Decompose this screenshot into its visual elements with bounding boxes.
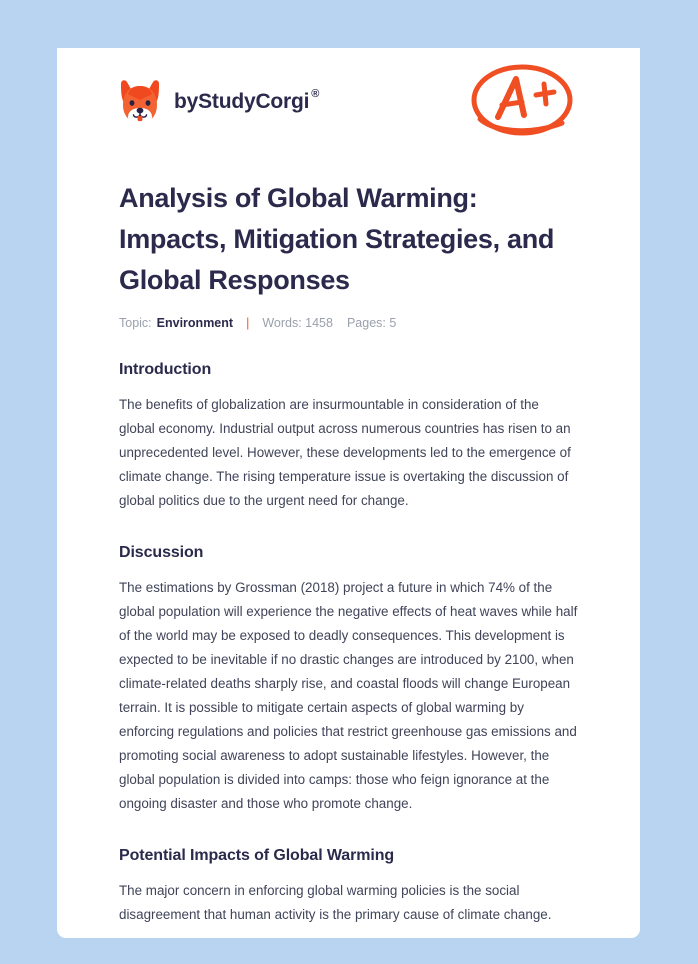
document-metadata (119, 316, 578, 330)
page-count: Pages: 5 (346, 316, 397, 330)
document-header (57, 48, 640, 156)
corgi-face-icon (119, 78, 161, 126)
meta-separator: | (246, 316, 250, 330)
section-heading-discussion: Discussion (119, 544, 204, 561)
document-page-sheet (57, 48, 640, 938)
section-body-potential-impacts: The major concern in enforcing global warming policies is the social disagreement that human activity is the primary cause of climate change. (119, 883, 552, 922)
brand-prefix: by (174, 90, 199, 113)
topic-label: Topic: (119, 316, 152, 330)
document-content (57, 178, 640, 927)
a-plus-grade-icon (466, 59, 578, 145)
section-heading-introduction: Introduction (119, 361, 212, 378)
brand-name: StudyCorgi (198, 90, 310, 113)
brand-wordmark (174, 90, 319, 114)
section-body-discussion: The estimations by Grossman (2018) project a future in which 74% of the global population will experience the negative effects of heat waves while half of the world may be exposed to deadly consequences. This development is expected to be inevitable if no drastic changes are introduced by 2100, when climate-related deaths sharply rise, and coastal floods will change European terrain. It is possible to mitigate certain aspects of global warming by enforcing regulations and policies that restrict greenhouse gas emissions and promoting social awareness to adopt sustainable lifestyles. However, the global population is divided into camps: those who feign ignorance at the ongoing disaster and those who promote change. (119, 580, 578, 811)
registered-trademark-icon: ® (311, 88, 320, 100)
section-body-introduction: The benefits of globalization are insurmountable in consideration of the global economy. Industrial output across numerous countries has risen to an unprecedented level. However, these developments led to the emergence of climate change. The rising temperature issue is overtaking the discussion of global politics due to the urgent need for change. (119, 397, 571, 508)
page-title: Analysis of Global Warming: Impacts, Mitigation Strategies, and Global Responses (119, 183, 555, 295)
topic-value[interactable]: Environment (156, 316, 234, 330)
word-count: Words: 1458 (262, 316, 333, 330)
brand-logo[interactable] (119, 78, 319, 126)
section-heading-potential-impacts: Potential Impacts of Global Warming (119, 847, 395, 864)
